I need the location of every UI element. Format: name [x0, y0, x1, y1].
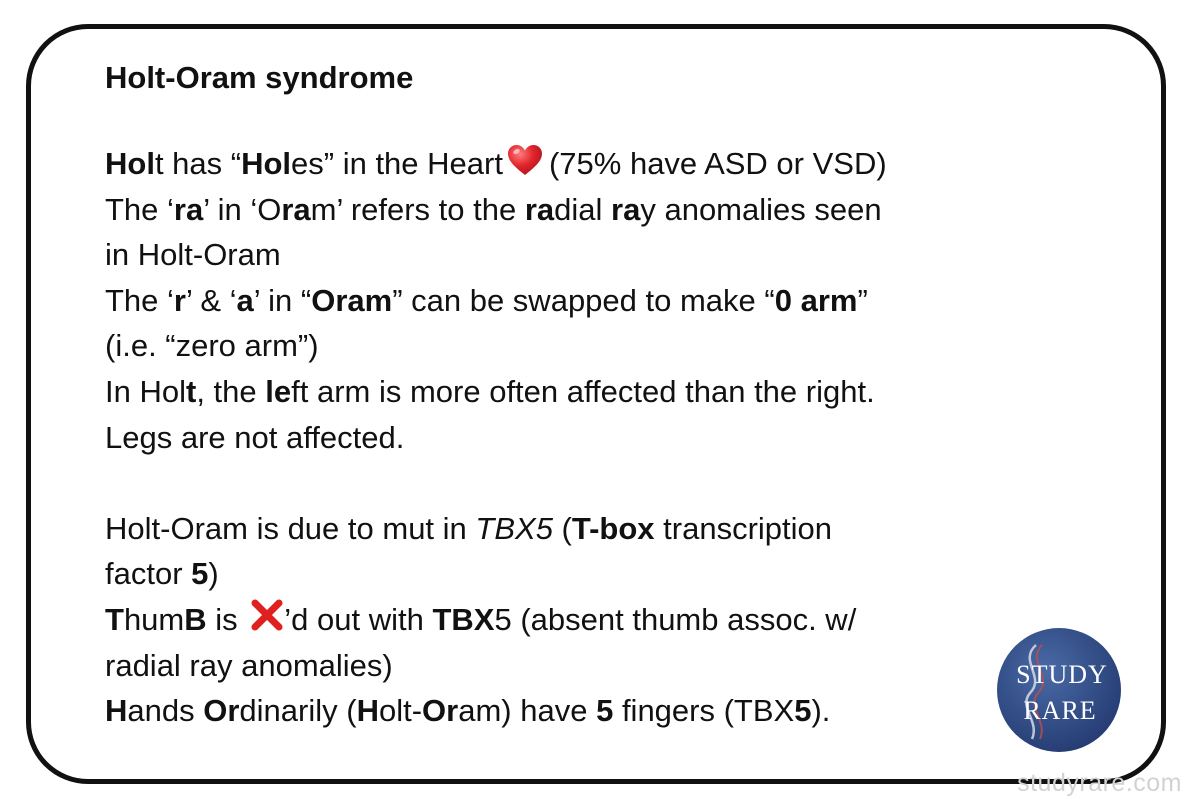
text-line-12: Hands Ordinarily (Holt-Oram) have 5 fingers (TBX5).: [105, 693, 831, 729]
text-line-3: in Holt-Oram: [105, 237, 281, 273]
red-cross-mark-icon: [250, 599, 284, 631]
watermark: studyrare.com: [1017, 769, 1182, 797]
text-line-4: The ‘r’ & ‘a’ in “Oram” can be swapped to make “0 arm”: [105, 282, 868, 318]
text-line-5: (i.e. “zero arm”): [105, 328, 319, 364]
heart-emoji-icon: [507, 144, 543, 176]
text-line-1: Holt has “Holes” in the Heart (75% have ASD or VSD): [105, 146, 887, 181]
text-line-2: The ‘ra’ in ‘Oram’ refers to the radial ray anomalies seen: [105, 191, 882, 227]
page-title: Holt-Oram syndrome: [105, 60, 414, 95]
study-rare-logo: [996, 627, 1122, 753]
logo-text-rare: RARE: [1023, 696, 1097, 725]
mnemonic-text: [105, 141, 1065, 734]
logo-text-study: STUDY: [1016, 660, 1108, 689]
text-line-6: In Holt, the left arm is more often affected than the right.: [105, 373, 875, 409]
paragraph-gap: [105, 460, 1065, 506]
text-line-10: ThumB is ’d out with TBX5 (absent thumb assoc. w/: [105, 597, 1065, 643]
text-line-8: Holt-Oram is due to mut in TBX5 (T-box transcription: [105, 510, 833, 546]
text-line-7: Legs are not affected.: [105, 419, 405, 455]
text-line-9: factor 5): [105, 556, 219, 592]
text-line-11: radial ray anomalies): [105, 647, 393, 683]
